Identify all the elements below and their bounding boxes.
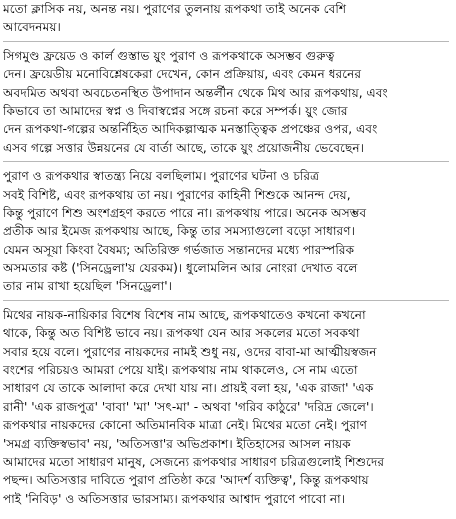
text-line: অসমতার কষ্ট ('সিনড্রেলা'য় যেরকম)। ধুলোমলিন আর নোংরা দেখাত বলে <box>3 261 358 276</box>
text-line: রূপকথার নায়কদের কোনো অতিমানবিক মাত্রা নেই। মিথের মতো নেই। পুরাণ <box>3 418 368 433</box>
paragraph-divider <box>3 41 449 42</box>
text-line: যেমন অসূয়া কিংবা বৈষম্য; অতিরিক্ত গর্ভজাত সন্তানদের মধ্যে পারস্পরিক <box>3 242 355 257</box>
text-line: মিথের নায়ক-নায়িকার বিশেষ বিশেষ নাম আছে, রূপকথাতেও কখনো কখনো <box>3 307 366 322</box>
paragraph-divider <box>3 300 449 301</box>
paragraph-hero-names <box>3 306 453 508</box>
text-line: দেন রূপকথা-গল্পের অন্তর্নিহিত আদিকল্পাত্মক মনস্তাত্ত্বিক প্রপঞ্চের ওপর, এবং <box>3 122 378 137</box>
text-line: সাধারণ যে তাকে আলাদা করে দেখা যায় না। প্রায়ই বলা হয়, 'এক রাজা' 'এক <box>3 381 374 396</box>
text-line: এসব গল্পে সত্তার উন্নয়নের যে বার্তা আছে, তাকে য়ুং প্রয়োজনীয় ভেবেছেন। <box>3 140 364 155</box>
text-line: দেন। ফ্রয়েডীয় মনোবিশ্লেষকেরা দেখেন, কোন প্রক্রিয়ায়, এবং কেমন ধরনের <box>3 67 362 82</box>
text-line: আমাদের মতো সাধারণ মানুষ, সেজন্যে রূপকথার সাধারণ চরিত্রগুলোই শিশুদের <box>3 454 385 469</box>
text-line: 'সমগ্র ব্যক্তিস্বভাব' নয়, 'অতিসত্তা'র অভিপ্রকাশ। ইতিহাসের আসল নায়ক <box>3 436 351 451</box>
text-line: আবেদনময়। <box>3 20 61 35</box>
paragraph-divider <box>3 161 449 162</box>
text-line: পাই 'নিবিড়' ও অতিসত্তার ভারসাম্য। রূপকথার আশ্বাদ পুরাণে পাবো না। <box>3 491 346 506</box>
document-page <box>3 0 453 508</box>
paragraph-freud-jung <box>3 47 453 157</box>
text-line: সবার হয়ে বলে। পুরাণের নায়কদের নামই শুধু নয়, ওদের বাবা-মা আত্মীয়স্বজন <box>3 344 377 359</box>
text-line: সিগমুণ্ড ফ্রয়েড ও কার্ল গুস্তাভ য়ুং পুরাণ ও রূপকথাকে অসম্ভব গুরুত্ব <box>3 48 335 63</box>
text-line: রানী' 'এক রাজপুত্র' 'বাবা' 'মা' 'সৎ-মা' - অথবা 'গরিব কাঠুরে' 'দরিদ্র জেলে'। <box>3 399 374 414</box>
text-line: কিন্তু পুরাণে শিশু অংশগ্রহণ করতে পারে না। রূপকথায় পারে। অনেক অসম্ভব <box>3 205 367 220</box>
text-line: কিভাবে তা আমাদের স্বপ্ন ও দিবাস্বপ্নের সঙ্গে রচনা করে সম্পর্ক। য়ুং জোর <box>3 103 348 118</box>
paragraph-intro-tail <box>3 0 453 37</box>
paragraph-myth-vs-fairytale <box>3 167 453 296</box>
text-line: অবদমিত অথবা অবচেতনস্থিত উপাদান অন্তর্লীন থেকে মিথ আর রূপকথায়, এবং <box>3 85 388 100</box>
text-line: সবই বিশিষ্ট, এবং রূপকথায় তা নয়। পুরাণের কাহিনী শিশুকে আনন্দ দেয়, <box>3 187 351 202</box>
text-line: পুরাণ ও রূপকথার স্বাতন্ত্র্য নিয়ে বলছিলাম। পুরাণের ঘটনা ও চরিত্র <box>3 169 320 184</box>
text-line: তার নাম রাখা হয়েছিল 'সিনড্রেলা'। <box>3 279 172 294</box>
text-line: বংশের পরিচয়ও আমরা পেয়ে যাই। রূপকথায় নাম থাকলেও, সে নাম এতো <box>3 363 358 378</box>
text-line: পছন্দ। অতিসত্তার দাবিতে পুরাণ প্রতিষ্ঠা করে 'আদর্শ ব্যক্তিত্ব', কিন্তু রূপকথায় <box>3 473 369 488</box>
text-line: মতো ক্লাসিক নয়, অনন্ত নয়। পুরাণের তুলনায় রূপকথা তাই অনেক বেশি <box>3 2 347 16</box>
text-line: প্রতীক আর ইমেজ রূপকথায় আছে, কিন্তু তার সমস্যাগুলো বড়ো সাধারণ। <box>3 224 355 239</box>
text-line: থাকে, কিন্তু অত বিশিষ্ট ভাবে নয়। রূপকথা যেন আর সকলের মতো সবকথা <box>3 326 360 341</box>
